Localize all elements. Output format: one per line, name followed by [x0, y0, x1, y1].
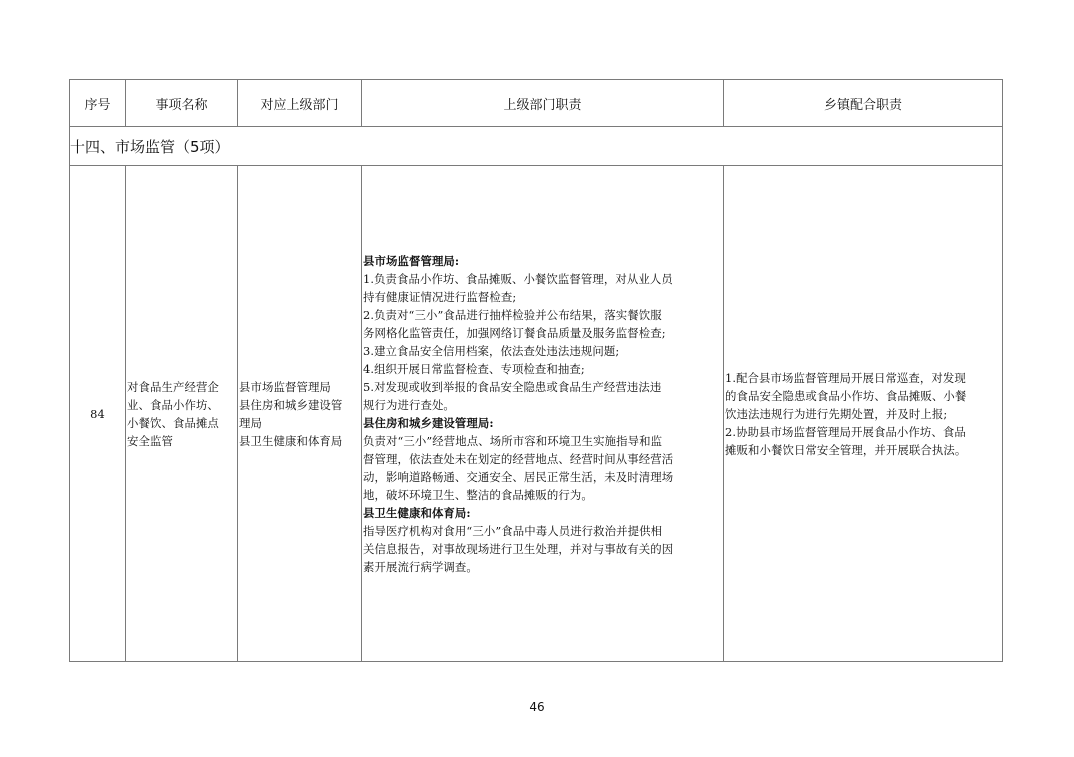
- township-line: 2.协助县市场监督管理局开展食品小作坊、食品: [725, 424, 966, 439]
- department-line: 县卫生健康和体育局: [239, 433, 343, 448]
- item-name-cell: [126, 166, 238, 662]
- item-name-line: 对食品生产经营企: [127, 379, 219, 394]
- header-row: [70, 80, 1003, 127]
- header-item-name: 事项名称: [126, 80, 238, 127]
- duty-line: 持有健康证情况进行监督检查;: [363, 289, 517, 304]
- row-number: 84: [70, 166, 126, 662]
- section-row: [70, 127, 1003, 166]
- township-line: 饮违法违规行为进行先期处置，并及时上报;: [725, 406, 948, 421]
- duty-line: 督管理，依法查处未在划定的经营地点、经营时间从事经营活: [363, 451, 674, 466]
- page-number: 46: [529, 700, 545, 714]
- table-row: [70, 166, 1003, 662]
- header-department: 对应上级部门: [238, 80, 362, 127]
- duty-line: 素开展流行病学调查。: [363, 559, 478, 574]
- item-name-line: 安全监管: [127, 433, 173, 448]
- department-line: 县市场监督管理局: [239, 379, 331, 394]
- duty-line: 关信息报告，对事故现场进行卫生处理，并对与事故有关的因: [363, 541, 674, 556]
- duty-line: 4.组织开展日常监督检查、专项检查和抽查;: [363, 361, 585, 376]
- duty-line: 2.负责对“三小”食品进行抽样检验并公布结果，落实餐饮服: [363, 307, 662, 322]
- duty-line: 动，影响道路畅通、交通安全、居民正常生活，未及时清理场: [363, 469, 674, 484]
- duty-line: 5.对发现或收到举报的食品安全隐患或食品生产经营违法违: [363, 379, 662, 394]
- item-name-line: 业、食品小作坊、: [127, 397, 219, 412]
- duty-line: 3.建立食品安全信用档案，依法查处违法违规问题;: [363, 343, 620, 358]
- departments-cell: [238, 166, 362, 662]
- duty-heading: 县市场监督管理局:: [363, 253, 460, 268]
- duty-line: 地，破坏环境卫生、整洁的食品摊贩的行为。: [363, 487, 593, 502]
- item-name-line: 小餐饮、食品摊点: [127, 415, 219, 430]
- department-line: 县住房和城乡建设管: [239, 397, 343, 412]
- responsibility-table: [69, 79, 1003, 662]
- duty-line: 负责对“三小”经营地点、场所市容和环境卫生实施指导和监: [363, 433, 663, 448]
- township-line: 摊贩和小餐饮日常安全管理，并开展联合执法。: [725, 442, 967, 457]
- header-department-duties: 上级部门职责: [362, 80, 724, 127]
- section-title: 十四、市场监管（5项）: [70, 127, 1003, 166]
- duty-heading: 县住房和城乡建设管理局:: [363, 415, 494, 430]
- duty-line: 务网格化监管责任，加强网络订餐食品质量及服务监督检查;: [363, 325, 666, 340]
- duty-line: 1.负责食品小作坊、食品摊贩、小餐饮监督管理，对从业人员: [363, 271, 673, 286]
- duty-line: 指导医疗机构对食用“三小”食品中毒人员进行救治并提供相: [363, 523, 663, 538]
- department-duties-cell: [362, 166, 724, 662]
- header-number: 序号: [70, 80, 126, 127]
- header-township-duties: 乡镇配合职责: [724, 80, 1003, 127]
- department-line: 理局: [239, 415, 262, 430]
- duty-heading: 县卫生健康和体育局:: [363, 505, 471, 520]
- township-duties-cell: [724, 166, 1003, 662]
- township-line: 的食品安全隐患或食品小作坊、食品摊贩、小餐: [725, 388, 967, 403]
- duty-line: 规行为进行查处。: [363, 397, 455, 412]
- township-line: 1.配合县市场监督管理局开展日常巡查，对发现: [725, 370, 966, 385]
